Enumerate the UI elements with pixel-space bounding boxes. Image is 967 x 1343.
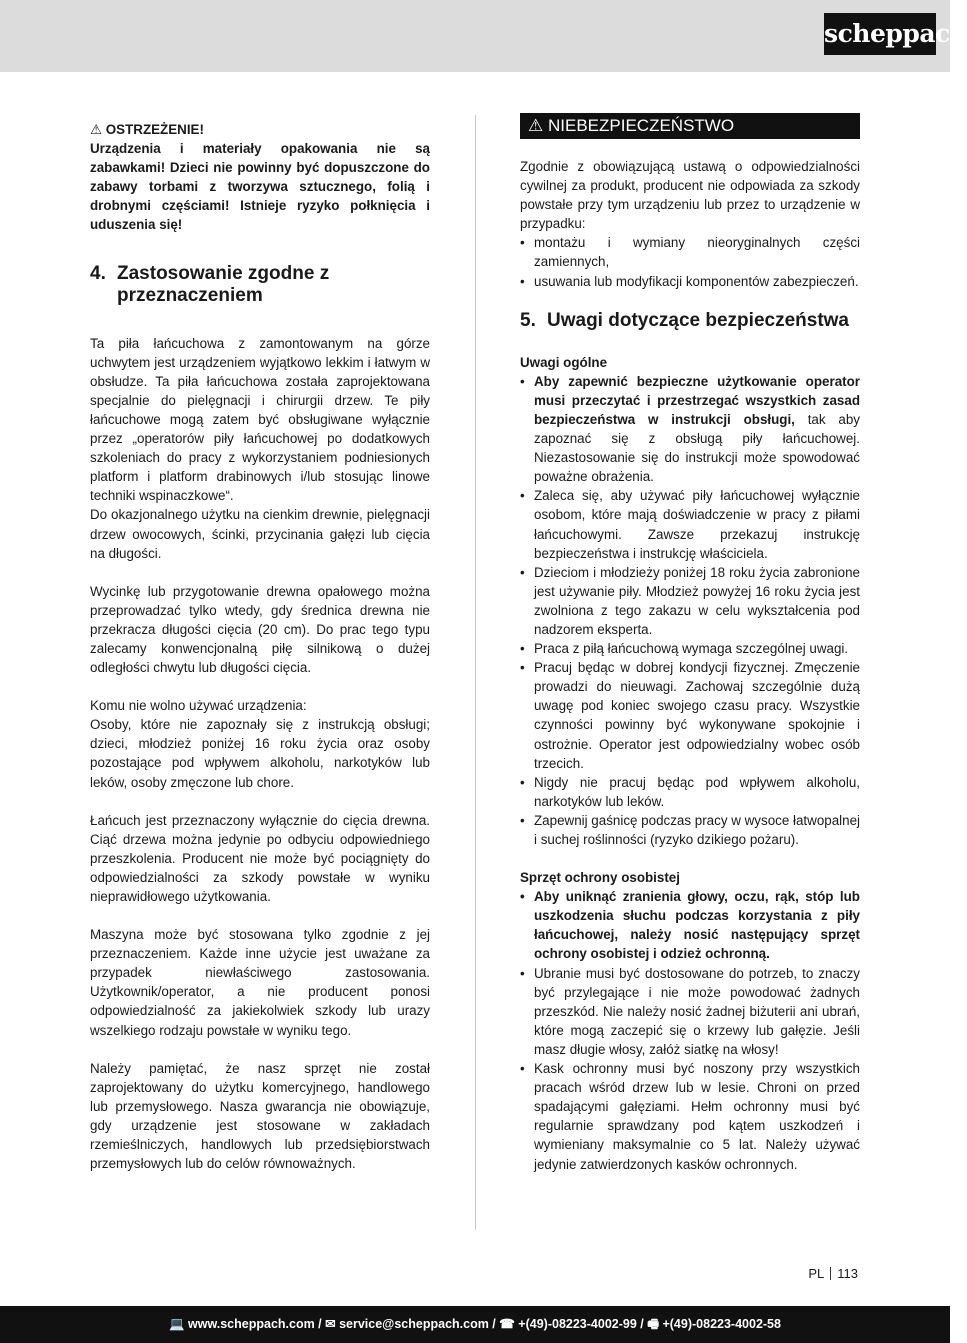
section-4-title: Zastosowanie zgodne z przeznaczeniem <box>117 262 330 306</box>
danger-title: NIEBEZPIECZEŃSTWO <box>547 116 735 135</box>
list-item-bold: Aby zapewnić bezpieczne użytkowanie operator musi przeczytać i przestrzegać wszystkich zasad bezpieczeństwa w instrukcji obsługi, <box>534 373 860 427</box>
page-language: PL <box>808 1266 825 1281</box>
scheppach-logo: scheppach <box>824 13 936 55</box>
list-item: • Zaleca się, aby używać piły łańcuchowej wyłącznie osobom, które mają doświadczenie w pracy z piłami łańcuchowymi. Zawsze przekazuj instrukcję bezpieczeństwa i instrukcję właściciela. <box>520 486 860 562</box>
section-4-heading <box>90 263 430 307</box>
list-item: • Kask ochronny musi być noszony przy wszystkich pracach wśród drzew lub w lesie. Chroni on przed spadającymi gałęziami. Hełm ochronny musi być regularnie sprawdzany pod kątem uszkodzeń i wymieniany maksymalnie co 5 lat. Należy używać jedynie zatwierdzonych kasków ochronnych. <box>520 1059 860 1174</box>
left-column <box>90 120 430 1173</box>
list-item-text: tak aby zapoznać się z obsługą piły łańcuchowej. Niezastosowanie się do instrukcji może spowodować poważne obrażenia. <box>534 411 860 485</box>
ppe-title: Sprzęt ochrony osobistej <box>520 870 680 886</box>
list-item <box>520 372 860 487</box>
paragraph: Należy pamiętać, że nasz sprzęt nie został zaprojektowany do użytku komercyjnego, handlowego lub przemysłowego. Nasza gwarancja nie obowiązuje, gdy urządzenie jest stosowane w zakładach rzemieślniczych, handlowych lub przedsiębiorstwach przemysłowych lub do celów równoważnych. <box>90 1060 430 1172</box>
paragraph: Ta piła łańcuchowa z zamontowanym na górze uchwytem jest urządzeniem wyjątkowo lekkim i łatwym w obsłudze. Ta piła łańcuchowa została zaprojektowana specjalnie do pielęgnacji i chirurgii drzew. Te piły łańcuchowe mogą zatem być obsługiwane wyłącznie przez „operatorów piły łańcuchowej po dodatkowych szkoleniach do pracy z wykorzystaniem podniesionych platform i platform drabinowych i/lub stosując linowe techniki wspinaczkowe“. <box>90 335 430 504</box>
paragraph: Do okazjonalnego użytku na cienkim drewnie, pielęgnacji drzew owocowych, ścinki, przycinania gałęzi lub cięcia na długości. <box>90 507 430 561</box>
list-item: • Aby uniknąć zranienia głowy, oczu, rąk, stóp lub uszkodzenia słuchu podczas korzystania z piły łańcuchowej, należy nosić następujący sprzęt ochrony osobistej i odzież ochronną. <box>520 887 860 963</box>
section-5-title: Uwagi dotyczące bezpieczeństwa <box>547 309 849 331</box>
section-5-number: 5. <box>520 309 536 331</box>
general-notes-title: Uwagi ogólne <box>520 354 608 370</box>
right-column <box>520 116 861 1174</box>
list-item: • usuwania lub modyfikacji komponentów zabezpieczeń. <box>520 272 860 291</box>
section-5-heading <box>520 310 860 332</box>
column-divider <box>475 115 476 1230</box>
list-item: • Zapewnij gaśnicę podczas pracy w wysoce łatwopalnej i suchej roślinności (ryzyko dzikiego pożaru). <box>520 811 860 849</box>
warning-text: Urządzenia i materiały opakowania nie są zabawkami! Dzieci nie powinny być dopuszczone do zabawy torbami z tworzywa sztucznego, folią i drobnymi częściami! Istnieje ryzyko połknięcia i uduszenia się! <box>90 141 430 233</box>
footer-bar <box>0 1306 950 1343</box>
danger-list <box>520 233 860 290</box>
warning-icon: ⚠ <box>90 122 103 137</box>
list-item: • Nigdy nie pracuj będąc pod wpływem alkoholu, narkotyków lub leków. <box>520 773 860 811</box>
paragraph: Wycinkę lub przygotowanie drewna opałowego można przeprowadzać tylko wtedy, gdy średnica drewna nie przekracza długości cięcia (20 cm). Do prac tego typu zalecamy konwencjonalną piłę silnikową o dużej odległości chwytu lub długości cięcia. <box>90 583 430 676</box>
paragraph: Maszyna może być stosowana tylko zgodnie z jej przeznaczeniem. Każde inne użycie jest uważane za przypadek niewłaściwego zastosowania. Użytkownik/operator, a nie producent ponosi odpowiedzialność za jakiekolwiek szkody lub urazy wszelkiego rodzaju powstałe w wyniku tego. <box>90 927 430 1038</box>
page-number-value: 113 <box>837 1266 858 1281</box>
ppe-list <box>520 887 860 1173</box>
warning-icon: ⚠ <box>528 116 544 135</box>
general-notes-list <box>520 372 860 849</box>
danger-text: Zgodnie z obowiązującą ustawą o odpowiedzialności cywilnej za produkt, producent nie odpowiada za szkody powstałe przy tym urządzeniu lub przez to urządzenie w przypadku: <box>520 159 860 232</box>
list-item: • Pracuj będąc w dobrej kondycji fizycznej. Zmęczenie prowadzi do nieuwagi. Zachowaj szczególnie dużą uwagę pod koniec swojego czasu pracy. Wszystkie czynności powinny być wykonywane spokojnie i ostrożnie. Operator jest odpowiedzialny wobec osób trzecich. <box>520 658 860 773</box>
list-item: • Dzieciom i młodzieży poniżej 18 roku życia zabronione jest używanie piły. Młodzież powyżej 16 roku życia jest zwolniona z tego zakazu w celu wykształcenia pod nadzorem eksperta. <box>520 563 860 639</box>
paragraph: Komu nie wolno używać urządzenia: <box>90 698 307 714</box>
section-4-number: 4. <box>90 262 106 284</box>
warning-title: OSTRZEŻENIE! <box>105 122 204 137</box>
list-item: • Praca z piłą łańcuchową wymaga szczególnej uwagi. <box>520 639 860 658</box>
footer-contact: 💻 www.scheppach.com / ✉ service@scheppach.com / ☎ +(49)-08223-4002-99 / 🖷 +(49)-08223-4002-58 <box>169 1317 781 1331</box>
page-number <box>808 1266 858 1281</box>
paragraph: Osoby, które nie zapoznały się z instrukcją obsługi; dzieci, młodzież poniżej 16 roku życia oraz osoby pozostające pod wpływem alkoholu, narkotyków lub leków, osoby zmęczone lub chore. <box>90 717 430 790</box>
danger-banner <box>520 113 860 139</box>
paragraph: Łańcuch jest przeznaczony wyłącznie do cięcia drewna. Ciąć drzewa można jedynie po odbyciu odpowiedniego przeszkolenia. Producent nie może być pociągnięty do odpowiedzialności za szkody powstałe w wyniku nieprawidłowego użytkowania. <box>90 812 430 904</box>
warning-heading <box>90 120 430 139</box>
list-item: • montażu i wymiany nieoryginalnych części zamiennych, <box>520 233 860 271</box>
header-bar <box>0 0 967 72</box>
list-item: • Ubranie musi być dostosowane do potrzeb, to znaczy być przylegające i nie może powodować żadnych przeszkód. Nie należy nosić żadnej biżuterii ani ubrań, które mogą zaczepić się o krzewy lub gałęzie. Jeśli masz długie włosy, załóż siatkę na włosy! <box>520 964 860 1059</box>
